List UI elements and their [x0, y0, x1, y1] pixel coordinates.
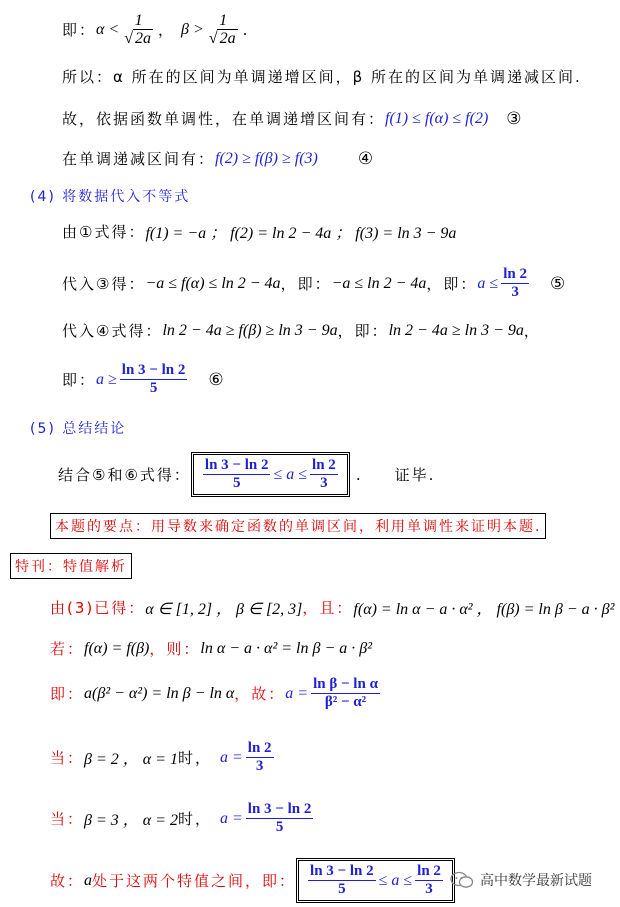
- circled-3: ③: [506, 108, 522, 129]
- text: 当：: [50, 749, 85, 767]
- line-sub-3: [62, 266, 565, 301]
- line-result-6: [62, 362, 224, 397]
- wechat-icon: [450, 871, 474, 889]
- circled-4: ④: [357, 148, 374, 169]
- denominator: √ 2a: [208, 30, 236, 47]
- text: 代入④式得：: [62, 322, 163, 340]
- line-values: [62, 220, 456, 243]
- line-intervals: [62, 66, 582, 87]
- denominator: 5: [338, 881, 346, 897]
- fraction: [415, 863, 443, 898]
- numerator: ln 2: [247, 740, 272, 756]
- lhs: a ≤: [477, 274, 499, 292]
- lhs: a =: [220, 809, 243, 827]
- heading-4: [30, 186, 190, 206]
- fraction: [207, 12, 240, 47]
- inequality: ≤ a ≤: [273, 465, 308, 483]
- numerator: ln 2: [312, 457, 336, 473]
- fraction: [246, 740, 274, 775]
- watermark: [450, 870, 592, 890]
- numerator: ln 3 − ln 2: [247, 801, 312, 817]
- lhs: a ≥: [96, 370, 117, 388]
- denominator: 3: [425, 881, 433, 897]
- text: 故，依据函数单调性，在单调递增区间有：: [62, 110, 386, 128]
- line-s5: [50, 801, 316, 836]
- denominator: √ 2a: [124, 30, 151, 47]
- line-s3: [50, 676, 383, 711]
- denominator: 3: [511, 284, 519, 300]
- heading-5: [30, 418, 126, 438]
- result-box: [296, 858, 455, 903]
- numerator: ln 2: [503, 266, 527, 282]
- line-s1: [50, 596, 614, 619]
- fraction: [122, 12, 155, 47]
- line-roots: [62, 12, 247, 47]
- text: 所以：α 所在的区间为单调递增区间，β 所在的区间为单调递减区间.: [62, 68, 582, 86]
- denominator: β² − α²: [324, 694, 367, 710]
- text: 故：: [50, 872, 85, 890]
- text: 由①式得：: [62, 223, 146, 241]
- numerator: ln 3 − ln 2: [310, 863, 374, 879]
- inequality: ln 2 − 4a ≥ ln 3 − 9a: [388, 321, 524, 339]
- values: β = 3 ， α = 2: [84, 812, 178, 829]
- text: 代入③得：: [62, 275, 146, 293]
- values: β = 2 ， α = 1: [84, 751, 178, 768]
- denominator: 3: [255, 758, 264, 774]
- line-conclusion: [58, 452, 435, 497]
- line-s4: [50, 740, 277, 775]
- numerator: 1: [134, 12, 143, 29]
- text: ，即：: [280, 275, 332, 293]
- fraction: [501, 266, 529, 301]
- numerator: ln 3 − ln 2: [121, 362, 186, 378]
- text: ，: [523, 322, 541, 340]
- numerator: ln 2: [417, 863, 441, 879]
- text: 即：: [50, 685, 85, 703]
- function-values: f(1) = −a ； f(2) = ln 2 − 4a ； f(3) = ln 3 − 9a: [145, 225, 457, 242]
- qed: 证毕.: [394, 466, 436, 484]
- result-box: [191, 452, 350, 497]
- radicand: 2a: [135, 30, 151, 47]
- circled-5: ⑤: [549, 273, 566, 294]
- text: ，故：: [234, 685, 286, 703]
- special-text: 特刊：特值解析: [10, 553, 132, 579]
- equation: ln α − a · α² = ln β − a · β²: [200, 639, 373, 657]
- text: 由(3)已得：: [50, 599, 146, 617]
- numerator: ln 3 − ln 2: [204, 457, 269, 473]
- fraction: [120, 362, 188, 397]
- text: 当：: [50, 810, 85, 828]
- text: 若：: [50, 640, 85, 658]
- period: .: [355, 465, 361, 484]
- key-point-text: 本题的要点：用导数来确定函数的单调区间，利用单调性来证明本题.: [50, 513, 546, 539]
- heading-text: (5) 总结结论: [30, 421, 127, 437]
- radicand: 2a: [219, 30, 236, 47]
- denominator: 5: [275, 819, 284, 835]
- inequality: f(1) ≤ f(α) ≤ f(2): [385, 109, 489, 127]
- text: 时，: [177, 749, 212, 767]
- period: .: [242, 20, 248, 39]
- lhs: a =: [220, 748, 243, 766]
- text: 时，: [177, 810, 212, 828]
- alpha-ineq: α <: [96, 20, 120, 38]
- text: 结合⑤和⑥式得：: [58, 466, 191, 484]
- special-heading: [10, 553, 132, 579]
- numerator: ln β − ln α: [313, 676, 378, 692]
- inequality: −a ≤ f(α) ≤ ln 2 − 4a: [145, 274, 281, 292]
- numerator: 1: [219, 12, 228, 29]
- line-sub-4: [62, 320, 541, 341]
- ranges: α ∈ [1, 2] ， β ∈ [2, 3]: [145, 601, 303, 618]
- denominator: 5: [232, 475, 241, 491]
- prefix: 即：: [62, 21, 97, 39]
- fraction: [308, 863, 376, 898]
- text: ，且：: [302, 599, 354, 617]
- line-s6: [50, 858, 455, 903]
- text: 处于这两个特值之间，即：: [92, 872, 297, 890]
- inequality: ≤ a ≤: [378, 871, 413, 889]
- equation: f(α) = f(β): [84, 639, 150, 657]
- text: 在单调递减区间有：: [62, 150, 216, 168]
- line-decreasing: [62, 148, 373, 169]
- text: 即：: [62, 371, 97, 389]
- line-s2: [50, 638, 372, 659]
- fraction: [203, 457, 271, 492]
- lhs: a =: [285, 684, 309, 702]
- denominator: 3: [320, 475, 328, 491]
- separator: ，: [158, 21, 176, 39]
- denominator: 5: [149, 380, 158, 396]
- text: ，则：: [149, 640, 201, 658]
- text: ，即：: [426, 275, 478, 293]
- fraction: [311, 676, 380, 711]
- fraction: [246, 801, 314, 836]
- line-increasing: [62, 108, 522, 129]
- text: ，即：: [337, 322, 389, 340]
- key-point: [50, 513, 546, 539]
- circled-6: ⑥: [208, 369, 224, 390]
- watermark-text: 高中数学最新试题: [480, 873, 592, 889]
- inequality: −a ≤ ln 2 − 4a: [331, 274, 427, 292]
- variable: a: [84, 871, 93, 889]
- functions: f(α) = ln α − a · α² ， f(β) = ln β − a · β²: [353, 601, 615, 618]
- fraction: [310, 457, 338, 492]
- inequality: ln 2 − 4a ≥ f(β) ≥ ln 3 − 9a: [162, 321, 338, 339]
- heading-text: (4) 将数据代入不等式: [30, 189, 191, 205]
- equation: a(β² − α²) = ln β − ln α: [84, 684, 235, 702]
- beta-ineq: β >: [181, 20, 204, 38]
- inequality: f(2) ≥ f(β) ≥ f(3): [215, 149, 318, 167]
